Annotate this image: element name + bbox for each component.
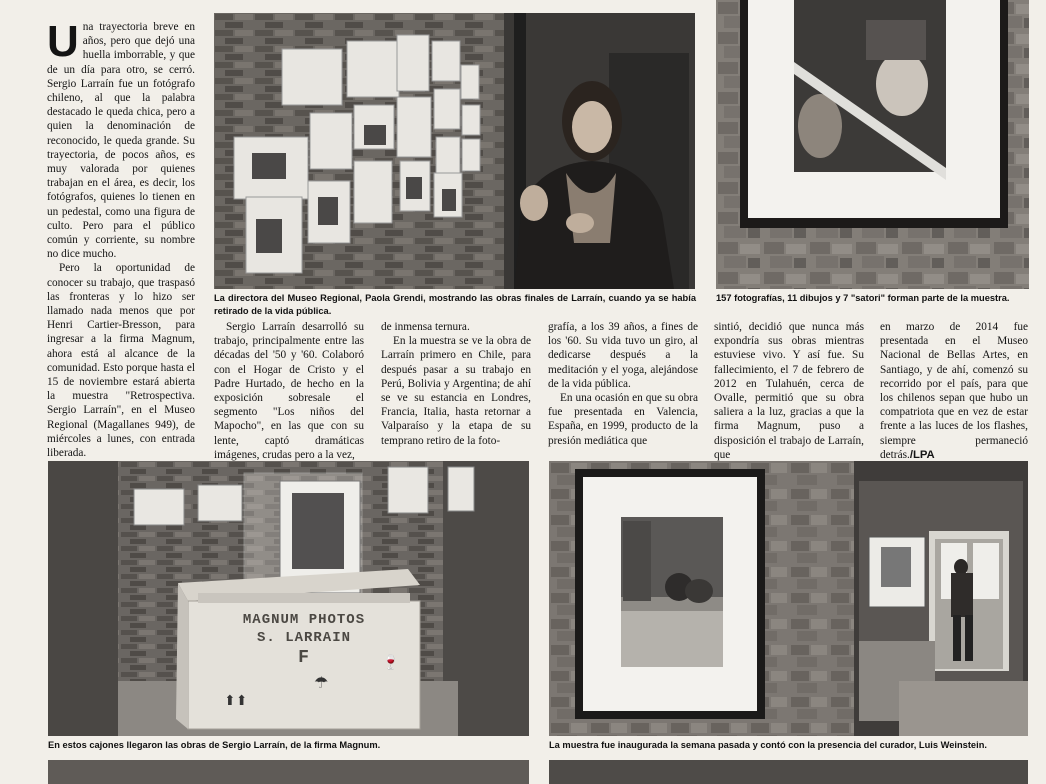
photo-gallery: [549, 461, 1028, 736]
article-column-3: [381, 320, 531, 448]
crate-label-line-3: F: [298, 648, 310, 668]
paragraph-decades: Sergio Larraín desarrolló su trabajo, principalmente entre las décadas del '50 y '60. Colaboró con el Hogar de Cristo y el Padre Hurtado, de hecho en la exposición sobresale el segmento "Los niños del Mapocho", en las que con su lente, captó dramáticas imágenes, crudas pero a la vez,: [214, 321, 364, 461]
caption-framed-wall: 157 fotografías, 11 dibujos y 7 "satori" forman parte de la muestra.: [716, 293, 1010, 303]
article-column-6: [880, 320, 1028, 462]
glass-icon: 🍷: [382, 656, 400, 671]
paragraph-death: sintió, decidió que nunca más expondría sus obras mientras estuviese vivo. Y así fue. Su fallecimiento, el 7 de febrero de 2012 en Tulahuén, cerca de Ovalle, permitió que su obra saliera a la luz, gracias a que la firma Magnum, puso a disposición el trabajo de Larraín, que: [714, 321, 864, 461]
intro-paragraph: na trayectoria breve en años, pero que dejó una huella imborrable, y que de un día para otro, se cerró. Sergio Larraín fue un fotógrafo chileno, al que la palabra destacado le queda chica, pero a quien la denominación de reconocido, le queda grande. Su trayectoria, de pocos años, es muy valorada por quienes trabajan en el área, es decir, los fotógrafos, quienes lo tienen en un pedestal, como una figura de culto. Pero para el público común y corriente, su nombre no dice mucho.: [47, 21, 195, 261]
caption-crates: En estos cajones llegaron las obras de Sergio Larraín, de la firma Magnum.: [48, 740, 381, 750]
photo-cutoff-left: [48, 760, 529, 784]
article-column-1: [47, 17, 195, 460]
paragraph-opportunity: Pero la oportunidad de conocer su trabajo, que traspasó las fronteras y lo hizo ser llamado nada menos que por Henri Cartier-Bresson, para ingresar a la firma Magnum, ahora está al alcance de la comunidad. Esto porque hasta el 15 de noviembre estará abierta la muestra "Retrospectiva. Sergio Larraín", en el Museo Regional (Magallanes 949), de miércoles a lunes, con entrada liberada.: [47, 262, 195, 460]
caption-director: La directora del Museo Regional, Paola Grendi, mostrando las obras finales de Larraín, cuando ya se había retirado de la vida pública.: [214, 293, 696, 316]
paragraph-tenderness: de inmensa ternura.: [381, 321, 470, 333]
photo-cutoff-right: [549, 760, 1028, 784]
article-column-5: [714, 320, 864, 462]
article-column-4: [548, 320, 698, 448]
paragraph-valencia: En una ocasión en que su obra fue presentada en Valencia, España, en 1999, producto de la presión mediática que: [548, 392, 698, 447]
paragraph-santiago: en marzo de 2014 fue presentada en el Museo Nacional de Bellas Artes, en Santiago, y de ahí, comenzó su recorrido por el país, para que los chilenos sepan que hubo un compatriota que en vez de estar frente a las luces de los flashes, siempre permaneció detrás.: [880, 321, 1028, 461]
umbrella-icon: ☂: [314, 675, 329, 692]
photo-crates: [48, 461, 529, 736]
drop-cap: U: [47, 17, 79, 66]
photo-director: [214, 13, 695, 289]
caption-gallery: La muestra fue inaugurada la semana pasada y contó con la presencia del curador, Luis Weinstein.: [549, 740, 987, 750]
article-column-2: [214, 320, 364, 462]
photo-framed-wall: [716, 0, 1029, 289]
this-side-up-icon: ⬆⬆: [224, 694, 248, 709]
crate-label-line-2: S. LARRAIN: [256, 630, 351, 646]
author-signoff: /LPA: [909, 448, 935, 461]
crate-label-line-1: MAGNUM PHOTOS: [242, 612, 366, 628]
paragraph-journey: En la muestra se ve la obra de Larraín primero en Chile, para después pasar a su trabajo en Perú, Bolivia y Argentina; de ahí se ve su estancia en Londres, Francia, Italia, hasta retornar a Valparaíso y la etapa de su temprano retiro de la foto-: [381, 335, 531, 447]
paragraph-retirement: grafía, a los 39 años, a fines de los '60. Su vida tuvo un giro, al dedicarse después a la meditación y el yoga, alejándose de la vida pública.: [548, 321, 698, 390]
crate-label: [198, 611, 410, 669]
